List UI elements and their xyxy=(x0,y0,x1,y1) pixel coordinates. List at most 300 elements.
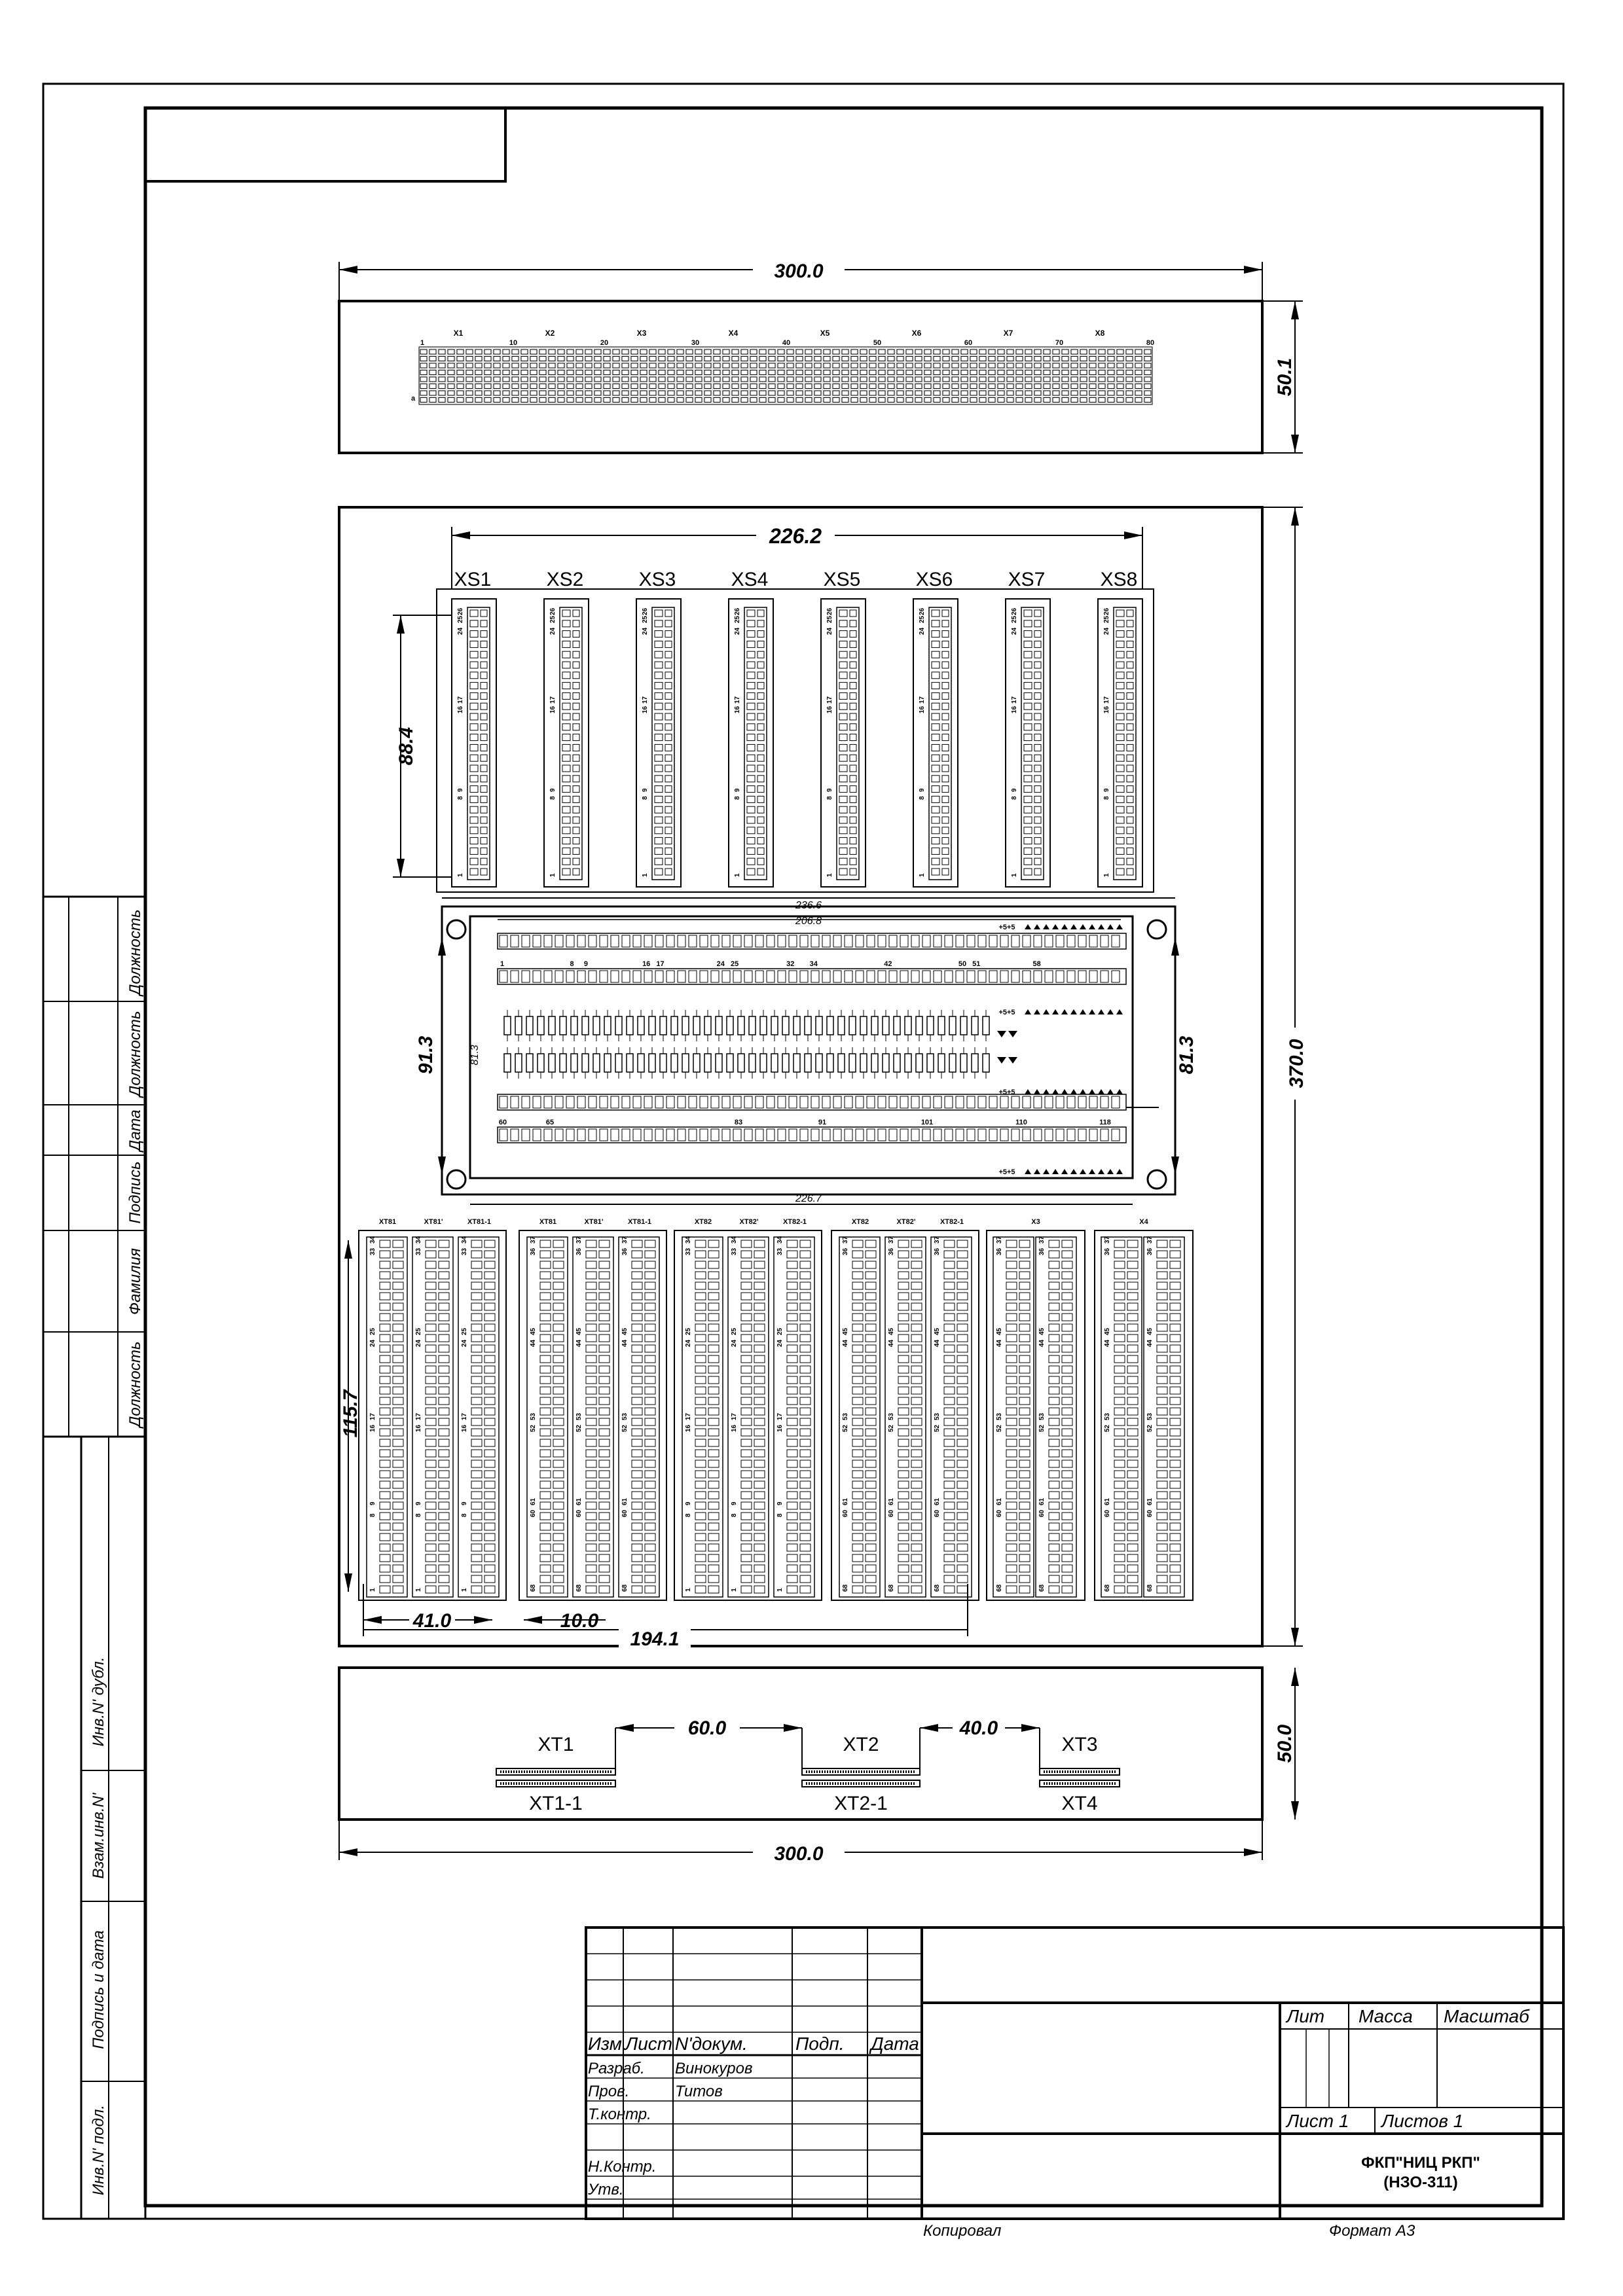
front-pin xyxy=(1025,384,1032,389)
xs-pin xyxy=(481,776,487,782)
terminal-pin xyxy=(944,1261,955,1268)
xs-pin xyxy=(665,869,672,875)
terminal-pin xyxy=(471,1408,482,1415)
terminal-pin xyxy=(553,1293,564,1300)
terminal-pin xyxy=(380,1376,390,1384)
front-pin xyxy=(576,350,583,354)
terminal-pin xyxy=(866,1418,876,1426)
terminal-pin xyxy=(911,1366,922,1373)
xs-pin xyxy=(1024,631,1032,637)
resistor xyxy=(604,1016,611,1035)
terminal-pin xyxy=(599,1586,610,1593)
terminal-pin xyxy=(741,1272,752,1279)
terminal-pin xyxy=(393,1554,403,1562)
front-pin xyxy=(989,370,995,375)
terminal-pin xyxy=(393,1460,403,1467)
resistor xyxy=(582,1054,589,1072)
xs-pin xyxy=(562,703,570,709)
xs-pin xyxy=(470,683,478,689)
front-pin xyxy=(934,350,940,354)
terminal-pin xyxy=(540,1387,551,1394)
xs-pin-number: 1 xyxy=(642,873,649,877)
front-pin xyxy=(649,398,656,403)
terminal-pin xyxy=(1170,1387,1180,1394)
board-bottom-pin-row-a xyxy=(1089,1096,1097,1108)
terminal-pin xyxy=(1006,1481,1017,1488)
board-top-pin-row-a xyxy=(511,935,519,947)
xs-pin xyxy=(655,776,663,782)
front-pin xyxy=(494,377,500,382)
xs-pin xyxy=(481,858,487,865)
front-pin xyxy=(961,398,968,403)
terminal-pin-number: 17 xyxy=(461,1412,468,1420)
terminal-pin xyxy=(1049,1534,1059,1541)
front-pin xyxy=(631,350,638,354)
terminal-pin-number: 36 xyxy=(575,1247,583,1255)
front-pin xyxy=(1080,357,1087,361)
front-pin xyxy=(1117,370,1123,375)
board-bottom-pin-label: 118 xyxy=(1099,1119,1111,1126)
xs-pin-number: 26 xyxy=(1011,607,1018,615)
board-bottom-pin-row-b xyxy=(566,1129,574,1141)
xs-pin xyxy=(1127,610,1133,617)
xs-pin-number: 16 xyxy=(642,706,649,713)
front-pin xyxy=(549,384,555,389)
xs-pin xyxy=(757,827,764,834)
board-bottom-pin-row-a xyxy=(822,1096,830,1108)
board-top-pin-row-b xyxy=(967,971,975,982)
tb-mass: Масса xyxy=(1359,2006,1413,2026)
terminal-pin xyxy=(632,1335,642,1342)
terminal-pin xyxy=(1157,1376,1167,1384)
terminal-pin xyxy=(586,1355,596,1363)
board-top-pin-row-b xyxy=(722,971,730,982)
xs-pin xyxy=(1024,683,1032,689)
front-pin xyxy=(448,391,454,395)
terminal-pin xyxy=(1157,1586,1167,1593)
front-pin xyxy=(869,350,876,354)
front-pin xyxy=(787,384,793,389)
front-pin xyxy=(649,350,656,354)
terminal-pin-number: 68 xyxy=(1146,1584,1154,1592)
terminal-pin xyxy=(911,1450,922,1457)
board-top-pin-row-b xyxy=(733,971,741,982)
resistor xyxy=(949,1054,956,1072)
terminal-pin xyxy=(754,1251,765,1258)
terminal-pin xyxy=(1114,1376,1125,1384)
front-pin xyxy=(567,363,574,368)
xs-pin xyxy=(747,796,755,802)
terminal-pin xyxy=(866,1586,876,1593)
xs-pin xyxy=(839,724,847,730)
terminal-pin xyxy=(540,1303,551,1310)
xs-pin xyxy=(655,765,663,772)
terminal-pin xyxy=(866,1314,876,1321)
front-pin xyxy=(842,391,848,395)
terminal-pin xyxy=(1006,1554,1017,1562)
board-top-pin-row-b xyxy=(689,971,697,982)
front-pin xyxy=(530,398,537,403)
front-pin xyxy=(439,391,445,395)
board-top-pin-row-b xyxy=(611,971,619,982)
resistor xyxy=(649,1054,655,1072)
terminal-pin xyxy=(553,1492,564,1499)
front-pin xyxy=(539,350,546,354)
terminal-pin xyxy=(695,1565,706,1572)
xs-pin xyxy=(757,631,764,637)
bottom-connector-top-label: XT3 xyxy=(1061,1734,1098,1755)
front-pin-number: 20 xyxy=(600,339,609,347)
terminal-pin xyxy=(1062,1376,1072,1384)
terminal-pin xyxy=(471,1387,482,1394)
terminal-pin xyxy=(1157,1324,1167,1331)
front-pin xyxy=(769,377,775,382)
xs-pin xyxy=(481,724,487,730)
resistor xyxy=(538,1054,544,1072)
terminal-pin xyxy=(1170,1523,1180,1530)
terminal-pin xyxy=(484,1565,495,1572)
xs-pin xyxy=(1116,806,1124,813)
board-top-pin-row-b xyxy=(744,971,752,982)
xs-pin xyxy=(850,734,856,741)
terminal-pin xyxy=(599,1261,610,1268)
resistor xyxy=(549,1054,555,1072)
xs-pin xyxy=(747,662,755,668)
resistor xyxy=(615,1054,622,1072)
resistor xyxy=(827,1054,833,1072)
board-top-pin-row-b xyxy=(700,971,708,982)
diode-icon xyxy=(1008,1057,1017,1064)
xs-pin xyxy=(1116,683,1124,689)
terminal-pin xyxy=(599,1418,610,1426)
front-pin xyxy=(585,377,592,382)
terminal-pin xyxy=(754,1418,765,1426)
xs-pin xyxy=(1127,755,1133,761)
xs-pin xyxy=(470,703,478,709)
power-marker-icon xyxy=(1034,924,1040,929)
xs-connector-label: XS5 xyxy=(823,569,861,590)
front-pin xyxy=(539,391,546,395)
terminal-pin xyxy=(586,1429,596,1436)
terminal-pin xyxy=(645,1418,655,1426)
terminal-pin xyxy=(944,1251,955,1258)
board-bottom-pin-row-a xyxy=(678,1096,685,1108)
terminal-pin-number: 45 xyxy=(934,1327,941,1335)
terminal-pin xyxy=(439,1303,449,1310)
tb-lit: Лит xyxy=(1286,2006,1325,2026)
front-pin xyxy=(420,398,427,403)
terminal-pin xyxy=(540,1376,551,1384)
xs-pin xyxy=(757,641,764,647)
terminal-pin xyxy=(484,1471,495,1478)
front-pin xyxy=(1126,398,1133,403)
board-top-pin-row-a xyxy=(589,935,596,947)
terminal-pin xyxy=(632,1460,642,1467)
terminal-pin xyxy=(380,1293,390,1300)
power-marker-icon xyxy=(1043,1089,1049,1094)
terminal-pin xyxy=(1019,1544,1030,1551)
terminal-pin xyxy=(957,1429,968,1436)
terminal-pin xyxy=(586,1554,596,1562)
terminal-pin xyxy=(800,1534,811,1541)
xs-pin xyxy=(1127,776,1133,782)
front-pin xyxy=(1099,391,1105,395)
board-bottom-pin-row-a xyxy=(789,1096,797,1108)
terminal-pin xyxy=(1170,1492,1180,1499)
terminal-pin xyxy=(787,1314,797,1321)
terminal-pin xyxy=(426,1565,436,1572)
xs-pin-number: 25 xyxy=(457,615,464,623)
xs-pin-number: 26 xyxy=(457,607,464,615)
front-pin xyxy=(979,384,986,389)
terminal-pin xyxy=(553,1272,564,1279)
terminal-pin xyxy=(393,1345,403,1352)
terminal-pin-number: 25 xyxy=(776,1327,784,1335)
terminal-pin xyxy=(800,1523,811,1530)
terminal-pin xyxy=(599,1429,610,1436)
terminal-pin xyxy=(632,1418,642,1426)
terminal-pin-number: 37 xyxy=(1038,1236,1046,1244)
terminal-pin-number: 16 xyxy=(461,1424,468,1432)
terminal-pin xyxy=(957,1481,968,1488)
board-top-pin-label: 34 xyxy=(809,960,818,968)
terminal-pin xyxy=(1170,1575,1180,1583)
terminal-pin-number: 61 xyxy=(621,1498,629,1505)
board-power-label: +5+5 xyxy=(998,924,1015,931)
terminal-pin xyxy=(393,1314,403,1321)
resistor xyxy=(593,1016,600,1035)
terminal-pin-number: 33 xyxy=(461,1247,468,1255)
resistor xyxy=(627,1054,633,1072)
terminal-pin xyxy=(471,1492,482,1499)
terminal-pin xyxy=(1049,1513,1059,1520)
front-pin xyxy=(741,357,748,361)
terminal-pin xyxy=(754,1439,765,1446)
xs-pin xyxy=(655,734,663,741)
terminal-pin xyxy=(852,1366,863,1373)
board-top-pin-row-b xyxy=(511,971,519,982)
terminal-pin xyxy=(380,1272,390,1279)
terminal-pin xyxy=(599,1397,610,1405)
xs-pin-number: 25 xyxy=(919,615,926,623)
xs-pin xyxy=(655,641,663,647)
terminal-pin xyxy=(645,1387,655,1394)
stamp-position-2: Должность xyxy=(126,1011,144,1097)
xs-pin xyxy=(850,713,856,720)
terminal-pin xyxy=(380,1408,390,1415)
front-pin xyxy=(952,357,958,361)
terminal-pin xyxy=(957,1366,968,1373)
terminal-pin xyxy=(1157,1355,1167,1363)
terminal-pin-number: 53 xyxy=(842,1412,849,1420)
xs-pin xyxy=(1034,817,1041,823)
xs-pin xyxy=(655,672,663,679)
resistor xyxy=(871,1016,878,1035)
xs-pin xyxy=(932,713,939,720)
front-pin xyxy=(1126,384,1133,389)
terminal-pin xyxy=(599,1387,610,1394)
xs-pin xyxy=(1127,713,1133,720)
front-pin xyxy=(1071,363,1078,368)
power-marker-icon xyxy=(1080,924,1086,929)
terminal-pin xyxy=(1006,1534,1017,1541)
terminal-pin xyxy=(645,1554,655,1562)
resistor xyxy=(504,1054,511,1072)
front-pin xyxy=(860,357,867,361)
front-pin xyxy=(924,384,931,389)
front-pin xyxy=(989,384,995,389)
board-bottom-pin-row-b xyxy=(978,1129,986,1141)
board-bottom-pin-row-a xyxy=(967,1096,975,1108)
terminal-pin xyxy=(471,1240,482,1247)
front-pin xyxy=(668,350,674,354)
front-pin xyxy=(998,350,1004,354)
front-pin xyxy=(759,350,766,354)
front-pin xyxy=(897,357,903,361)
xs-pin xyxy=(932,786,939,793)
top-view xyxy=(339,507,1308,1650)
terminal-pin xyxy=(866,1439,876,1446)
board-bottom-pin-row-b xyxy=(589,1129,596,1141)
terminal-pin xyxy=(741,1366,752,1373)
xs-pin xyxy=(573,703,579,709)
front-pin xyxy=(429,357,436,361)
front-pin xyxy=(549,357,555,361)
front-pin xyxy=(686,398,693,403)
xs-pin xyxy=(562,672,570,679)
xs-pin xyxy=(573,838,579,844)
terminal-pin xyxy=(1062,1387,1072,1394)
front-pin xyxy=(714,391,720,395)
terminal-pin xyxy=(1019,1324,1030,1331)
front-pin xyxy=(741,370,748,375)
xs-pin xyxy=(481,620,487,627)
terminal-pin-number: 17 xyxy=(415,1412,422,1420)
terminal-pin-number: 53 xyxy=(1104,1412,1111,1420)
front-pin xyxy=(466,357,473,361)
front-pin xyxy=(741,377,748,382)
front-pin xyxy=(750,398,757,403)
xs-pin-number: 24 xyxy=(1103,627,1110,635)
top-left-stamp-box xyxy=(145,108,505,181)
terminal-pin-number: 9 xyxy=(369,1501,376,1505)
tb-role-checker: Пров. xyxy=(588,2083,630,2100)
terminal-pin xyxy=(708,1460,719,1467)
front-pin xyxy=(530,370,537,375)
front-pin xyxy=(420,391,427,395)
front-pin xyxy=(686,391,693,395)
terminal-pin xyxy=(787,1240,797,1247)
front-pin xyxy=(924,398,931,403)
terminal-pin xyxy=(1157,1314,1167,1321)
board-top-pin-row-b xyxy=(978,971,986,982)
terminal-pin-number: 52 xyxy=(1146,1424,1154,1432)
front-pin xyxy=(778,398,784,403)
terminal-pin xyxy=(944,1376,955,1384)
front-pin xyxy=(585,370,592,375)
board-top-pin-row-b xyxy=(555,971,563,982)
terminal-pin xyxy=(1006,1502,1017,1509)
front-pin xyxy=(659,398,665,403)
front-pin xyxy=(814,391,821,395)
terminal-pin xyxy=(553,1481,564,1488)
terminal-pin xyxy=(787,1471,797,1478)
terminal-pin xyxy=(866,1376,876,1384)
terminal-pin xyxy=(645,1376,655,1384)
terminal-pin xyxy=(787,1345,797,1352)
xs-pin xyxy=(665,713,672,720)
terminal-pin xyxy=(484,1397,495,1405)
xs-pin xyxy=(562,662,570,668)
tb-header-sign: Подп. xyxy=(795,2034,845,2054)
front-pin xyxy=(622,398,629,403)
front-pin xyxy=(558,384,564,389)
terminal-pin xyxy=(1170,1534,1180,1541)
terminal-pin xyxy=(393,1408,403,1415)
board-top-pin-row-b xyxy=(1078,971,1086,982)
front-pin xyxy=(952,363,958,368)
terminal-pin xyxy=(695,1293,706,1300)
xs-pin xyxy=(573,683,579,689)
board-top-pin-row-a xyxy=(600,935,608,947)
terminal-pin xyxy=(866,1554,876,1562)
terminal-pin xyxy=(866,1513,876,1520)
terminal-pin xyxy=(866,1387,876,1394)
front-pin xyxy=(429,350,436,354)
front-pin xyxy=(1099,350,1105,354)
terminal-pin xyxy=(426,1376,436,1384)
terminal-pin xyxy=(754,1387,765,1394)
terminal-pin xyxy=(957,1408,968,1415)
board-bottom-pin-row-a xyxy=(833,1096,841,1108)
board-top-pin-row-b xyxy=(1112,971,1120,982)
xs-pin xyxy=(839,786,847,793)
terminal-pin xyxy=(1006,1355,1017,1363)
resistor xyxy=(793,1054,800,1072)
terminal-pin xyxy=(553,1575,564,1583)
board-bottom-pin-row-b xyxy=(867,1129,875,1141)
terminal-pin xyxy=(426,1408,436,1415)
overall-height-dim: 370.0 xyxy=(1286,1039,1307,1088)
terminal-pin-number: 36 xyxy=(530,1247,537,1255)
terminal-pin xyxy=(1006,1397,1017,1405)
front-pin xyxy=(1108,370,1114,375)
front-pin xyxy=(677,370,684,375)
xs-pin xyxy=(932,631,939,637)
terminal-pin xyxy=(800,1544,811,1551)
board-top-pin-label: 1 xyxy=(500,960,505,968)
front-pin xyxy=(888,357,894,361)
front-pin xyxy=(512,384,519,389)
front-pin xyxy=(943,350,949,354)
terminal-pin xyxy=(1170,1450,1180,1457)
front-pin xyxy=(1108,391,1114,395)
terminal-pin xyxy=(553,1534,564,1541)
terminal-pin xyxy=(632,1575,642,1583)
xs-pin xyxy=(470,786,478,793)
front-pin xyxy=(475,370,482,375)
xs-pin xyxy=(747,869,755,875)
xs-pin-number: 8 xyxy=(642,796,649,800)
resistor xyxy=(671,1054,678,1072)
front-pin xyxy=(934,377,940,382)
terminal-pin xyxy=(708,1272,719,1279)
terminal-pin xyxy=(741,1355,752,1363)
terminal-pin xyxy=(1019,1376,1030,1384)
terminal-pin xyxy=(754,1523,765,1530)
front-pin xyxy=(1025,391,1032,395)
xs-pin xyxy=(573,827,579,834)
